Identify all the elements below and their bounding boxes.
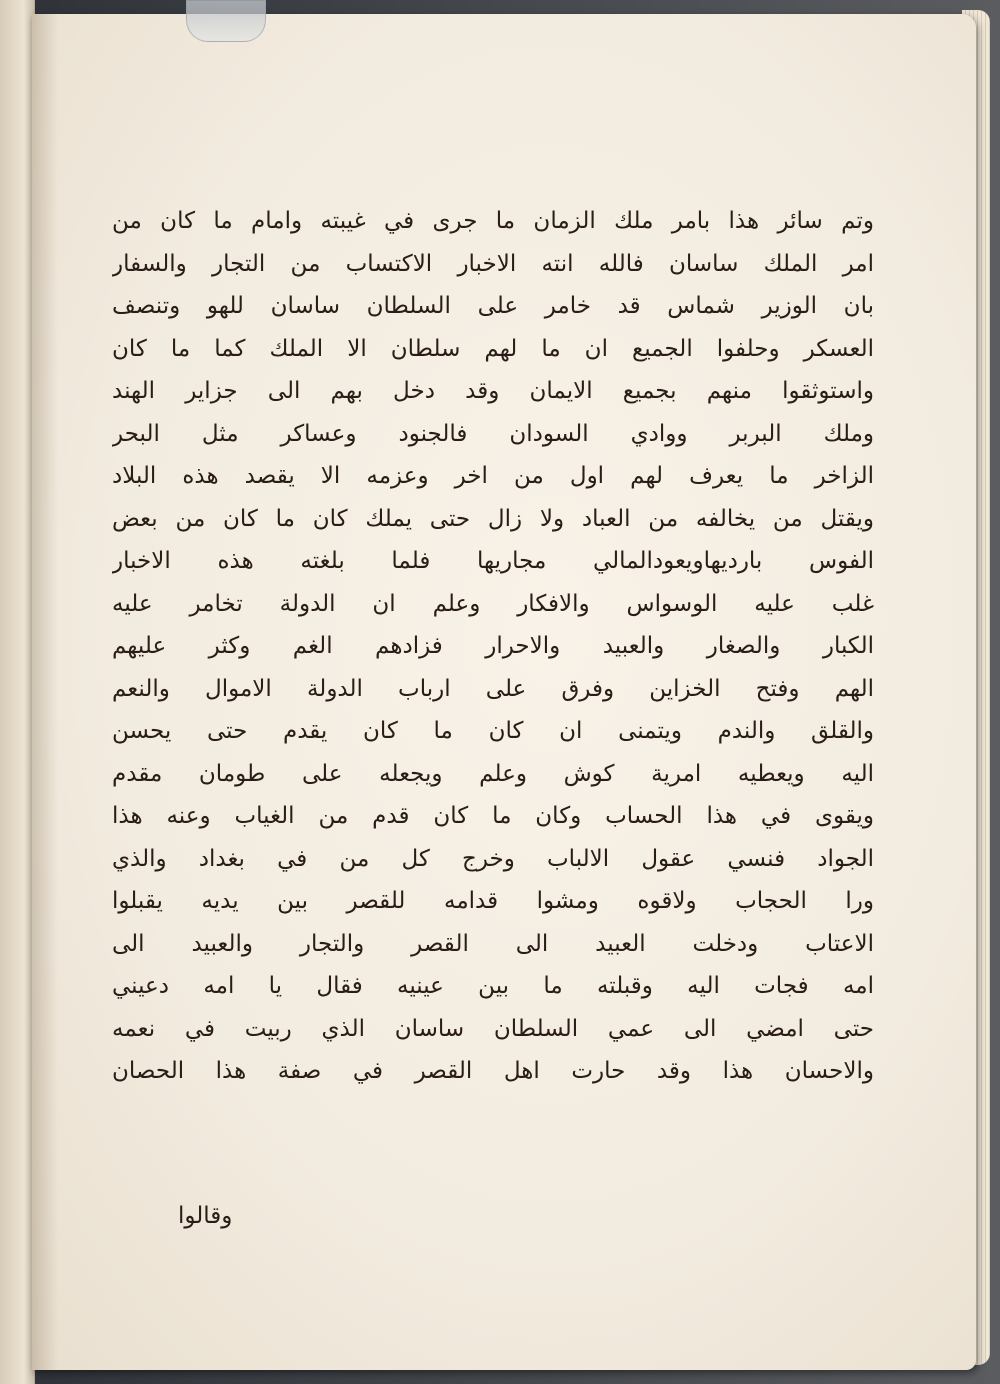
gutter-shadow	[32, 14, 58, 1370]
text-line: والقلق والندم ويتمنى ان كان ما كان يقدم حتى يحسن	[112, 718, 874, 744]
text-line: حتى امضي الى عمي السلطان ساسان الذي ربيت في نعمه	[112, 1015, 874, 1042]
text-line: ورا الحجاب ولاقوه ومشوا قدامه للقصر بين يديه يقبلوا	[112, 888, 874, 914]
text-line: الزاخر ما يعرف لهم اول من اخر وعزمه الا يقصد هذه البلاد	[112, 463, 874, 489]
text-line: الجواد فنسي عقول الالباب وخرج كل من في بغداد والذي	[112, 845, 874, 872]
text-line: واستوثقوا منهم بجميع الايمان وقد دخل بهم الى جزاير الهند	[112, 378, 874, 404]
text-line: الاعتاب ودخلت العبيد الى القصر والتجار والعبيد الى	[112, 930, 874, 957]
text-line: وملك البربر ووادي السودان فالجنود وعساكر مثل البحر	[112, 420, 874, 447]
text-line: الكبار والصغار والعبيد والاحرار فزادهم الغم وكثر عليهم	[112, 633, 874, 659]
text-line: ويقتل من يخالفه من العباد ولا زال حتى يملك كان ما كان من بعض	[112, 505, 874, 532]
clip	[186, 0, 266, 42]
text-line: اليه ويعطيه امرية كوش وعلم ويجعله على طومان مقدم	[112, 760, 874, 787]
text-line: وتم سائر هذا بامر ملك الزمان ما جرى في غيبته وامام ما كان من	[112, 208, 874, 234]
text-line: بان الوزير شماس قد خامر على السلطان ساسان للهو وتنصف	[112, 293, 874, 319]
text-line: امر الملك ساسان فالله انته الاخبار الاكتساب من التجار والسفار	[112, 250, 874, 277]
text-line: غلب عليه الوسواس والافكار وعلم ان الدولة تخامر عليه	[112, 590, 874, 617]
text-line: الفوس بارديهاويعودالمالي مجاريها فلما بلغته هذه الاخبار	[112, 548, 874, 574]
text-line: والاحسان هذا وقد حارت اهل القصر في صفة هذا الحصان	[112, 1058, 874, 1084]
facing-page-edge	[0, 0, 35, 1384]
catchword: وقالوا	[178, 1203, 233, 1229]
text-line: ويقوى في هذا الحساب وكان ما كان قدم من الغياب وعنه هذا	[112, 803, 874, 829]
manuscript-text-block	[112, 200, 874, 1093]
text-line: الهم وفتح الخزاين وفرق على ارباب الدولة الاموال والنعم	[112, 675, 874, 702]
text-line: العسكر وحلفوا الجميع ان ما لهم سلطان الا الملك كما ما كان	[112, 335, 874, 362]
text-line: امه فجات اليه وقبلته ما بين عينيه فقال يا امه دعيني	[112, 973, 874, 999]
